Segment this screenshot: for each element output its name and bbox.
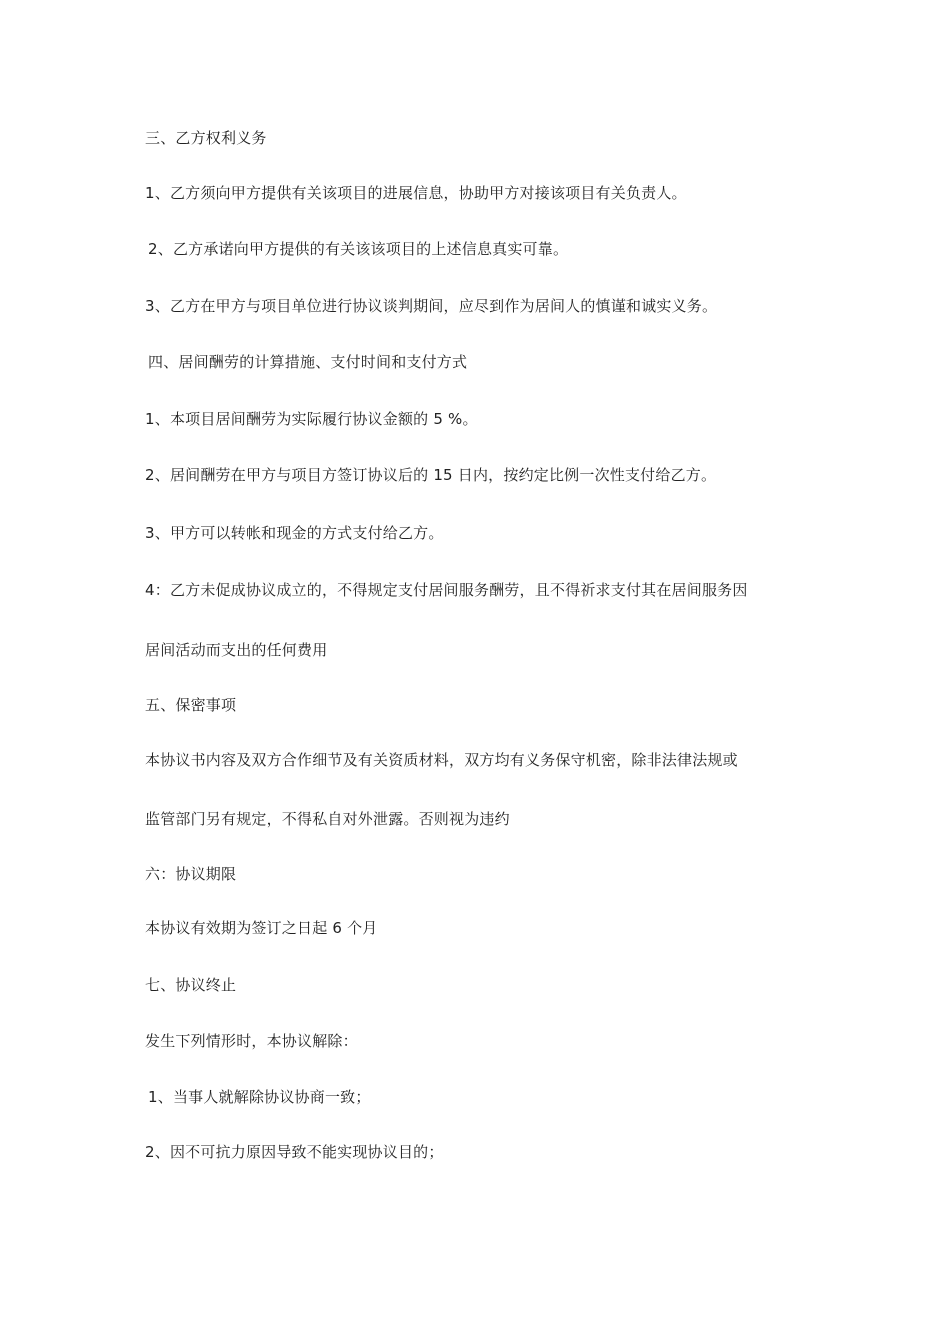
section-heading-party-b-rights: 三、乙方权利义务	[145, 129, 267, 147]
clause-text: 2、乙方承诺向甲方提供的有关该该项目的上述信息真实可靠。	[148, 240, 569, 258]
clause-text: 本协议有效期为签订之日起 6 个月	[145, 919, 378, 937]
clause-text: 3、乙方在甲方与项目单位进行协议谈判期间，应尽到作为居间人的慎谨和诚实义务。	[145, 297, 718, 315]
clause-text: 本协议书内容及双方合作细节及有关资质材料，双方均有义务保守机密，除非法律法规或	[145, 751, 738, 769]
clause-text: 居间活动而支出的任何费用	[145, 641, 328, 659]
clause-text: 1、乙方须向甲方提供有关该项目的进展信息，协助甲方对接该项目有关负责人。	[145, 184, 687, 202]
clause-text: 1、本项目居间酬劳为实际履行协议金额的 5 %。	[145, 410, 478, 428]
section-heading-term: 六：协议期限	[145, 865, 237, 883]
clause-text: 监管部门另有规定，不得私自对外泄露。否则视为违约	[145, 810, 510, 828]
clause-text: 2、因不可抗力原因导致不能实现协议目的；	[145, 1143, 444, 1161]
clause-text: 3、甲方可以转帐和现金的方式支付给乙方。	[145, 524, 444, 542]
clause-text: 4：乙方未促成协议成立的，不得规定支付居间服务酬劳，且不得祈求支付其在居间服务因	[145, 581, 748, 599]
clause-text: 发生下列情形时，本协议解除：	[145, 1032, 358, 1050]
section-heading-termination: 七、协议终止	[145, 976, 237, 994]
section-heading-confidentiality: 五、保密事项	[145, 696, 237, 714]
section-heading-commission: 四、居间酬劳的计算措施、支付时间和支付方式	[148, 353, 468, 371]
clause-text: 1、当事人就解除协议协商一致；	[148, 1088, 371, 1106]
clause-text: 2、居间酬劳在甲方与项目方签订协议后的 15 日内，按约定比例一次性支付给乙方。	[145, 466, 717, 484]
